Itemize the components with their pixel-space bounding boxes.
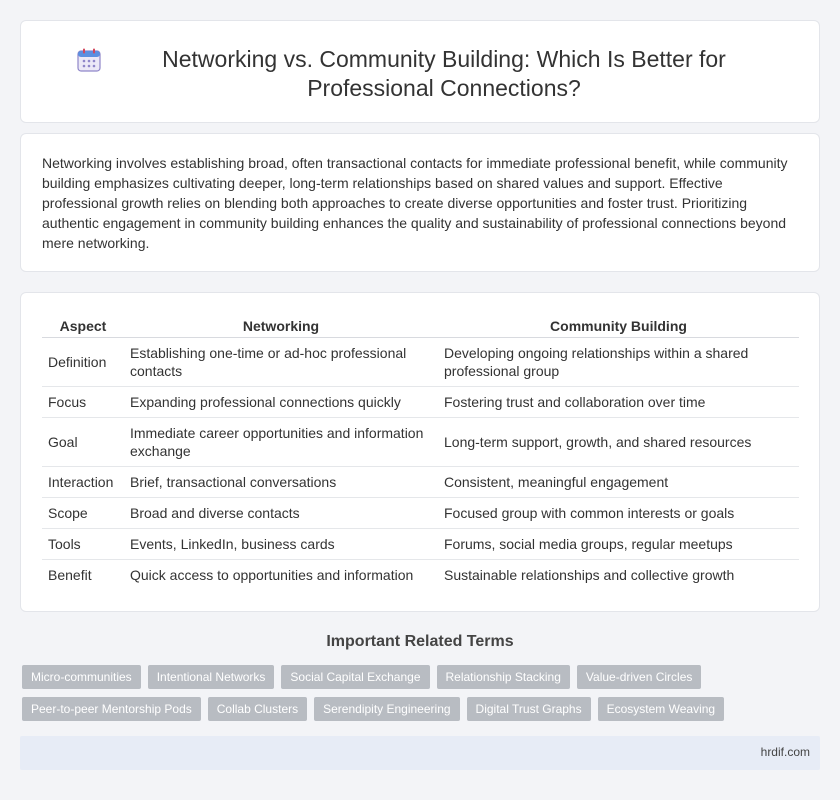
header-community-building: Community Building [438, 315, 799, 337]
table-row [42, 528, 799, 559]
networking-cell: Events, LinkedIn, business cards [124, 528, 438, 559]
table-row [42, 559, 799, 590]
aspect-cell: Scope [42, 497, 124, 528]
aspect-cell: Goal [42, 417, 124, 466]
table-row [42, 466, 799, 497]
aspect-cell: Definition [42, 337, 124, 386]
networking-cell: Brief, transactional conversations [124, 466, 438, 497]
header-networking: Networking [124, 315, 438, 337]
tag-peer-mentorship-pods[interactable]: Peer-to-peer Mentorship Pods [22, 697, 201, 721]
community-cell: Consistent, meaningful engagement [438, 466, 799, 497]
aspect-cell: Focus [42, 386, 124, 417]
networking-cell: Expanding professional connections quickly [124, 386, 438, 417]
tag-micro-communities[interactable]: Micro-communities [22, 665, 141, 689]
table-header-row [42, 315, 799, 337]
footer [20, 736, 820, 770]
page-title: Networking vs. Community Building: Which Is Better for Professional Connections? [162, 46, 726, 101]
community-cell: Long-term support, growth, and shared resources [438, 417, 799, 466]
table-row [42, 337, 799, 386]
tag-digital-trust-graphs[interactable]: Digital Trust Graphs [467, 697, 591, 721]
tag-row [22, 697, 822, 721]
networking-cell: Immediate career opportunities and information exchange [124, 417, 438, 466]
tag-relationship-stacking[interactable]: Relationship Stacking [437, 665, 570, 689]
tag-collab-clusters[interactable]: Collab Clusters [208, 697, 307, 721]
calendar-icon [76, 47, 102, 73]
related-terms-heading: Important Related Terms [326, 633, 514, 650]
community-cell: Sustainable relationships and collective growth [444, 566, 735, 583]
aspect-cell: Benefit [48, 566, 92, 583]
networking-cell: Quick access to opportunities and information [130, 566, 414, 583]
tag-social-capital-exchange[interactable]: Social Capital Exchange [281, 665, 429, 689]
header-card [20, 20, 820, 123]
aspect-cell: Tools [42, 528, 124, 559]
tag-intentional-networks[interactable]: Intentional Networks [148, 665, 275, 689]
community-cell: Focused group with common interests or goals [438, 497, 799, 528]
summary-card [20, 133, 820, 272]
tag-row [22, 665, 822, 689]
tag-value-driven-circles[interactable]: Value-driven Circles [577, 665, 701, 689]
related-terms-tags [22, 665, 822, 729]
footer-site-link[interactable]: hrdif.com [760, 745, 810, 759]
tag-serendipity-engineering[interactable]: Serendipity Engineering [314, 697, 459, 721]
community-cell: Developing ongoing relationships within a shared professional group [438, 337, 799, 386]
table-row [42, 386, 799, 417]
comparison-table [42, 315, 799, 590]
header-aspect: Aspect [42, 315, 124, 337]
table-row [42, 497, 799, 528]
networking-cell: Broad and diverse contacts [124, 497, 438, 528]
tag-ecosystem-weaving[interactable]: Ecosystem Weaving [598, 697, 725, 721]
comparison-table-card [20, 292, 820, 612]
summary-text: Networking involves establishing broad, often transactional contacts for immediate professional benefit, while community building emphasizes cultivating deeper, long-term relationships based on shared values and support. Effective professional growth relies on blending both approaches to create diverse opportunities and foster trust. Prioritizing authentic engagement in community building enhances the quality and sustainability of professional connections beyond mere networking. [42, 155, 788, 251]
community-cell: Forums, social media groups, regular meetups [438, 528, 799, 559]
aspect-cell: Interaction [42, 466, 124, 497]
community-cell: Fostering trust and collaboration over time [438, 386, 799, 417]
title-row [21, 45, 819, 103]
networking-cell: Establishing one-time or ad-hoc professional contacts [124, 337, 438, 386]
table-row [42, 417, 799, 466]
